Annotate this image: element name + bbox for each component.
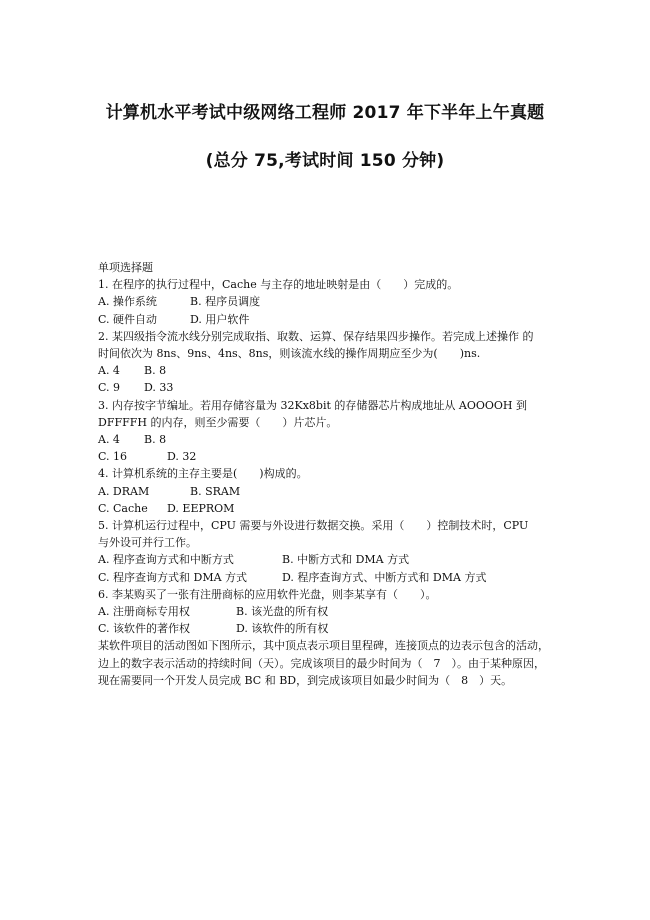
option-c: C. Cache [98, 501, 148, 515]
question-2-options-cd [98, 379, 554, 396]
option-d: D. 33 [144, 381, 174, 395]
page-subtitle: (总分 75,考试时间 150 分钟) [205, 151, 445, 171]
question-7-line-3: 现在需要同一个开发人员完成 BC 和 BD，到完成该项目如最少时间为（ 8 ）天。 [98, 673, 513, 687]
option-a: A. DRAM [98, 484, 150, 498]
question-3-options-ab [98, 431, 554, 448]
question-7-line-2: 边上的数字表示活动的持续时间（天）。完成该项目的最少时间为（ 7 ）。由于某种原因， [98, 656, 545, 670]
question-4-options-cd [98, 500, 554, 517]
option-c: C. 程序查询方式和 DMA 方式 [98, 570, 248, 584]
option-c: C. 16 [98, 450, 128, 464]
option-d: D. 该软件的所有权 [236, 622, 329, 636]
question-5-options-cd [98, 569, 554, 586]
question-4-stem: 4. 计算机系统的主存主要是( )构成的。 [98, 467, 308, 481]
question-1-options-cd [98, 311, 554, 328]
option-d: D. EEPROM [167, 501, 235, 515]
option-d: D. 用户软件 [190, 312, 250, 326]
section-heading: 单项选择题 [98, 261, 153, 274]
option-b: B. 8 [144, 433, 167, 447]
question-list [98, 259, 554, 689]
option-a: A. 注册商标专用权 [98, 605, 190, 619]
question-2-options-ab [98, 362, 554, 379]
option-c: C. 硬件自动 [98, 312, 158, 326]
page-title: 计算机水平考试中级网络工程师 2017 年下半年上午真题 [105, 103, 545, 123]
option-b: B. 8 [144, 364, 167, 378]
question-3-stem-line-2: DFFFFH 的内存，则至少需要（ ）片芯片。 [98, 415, 338, 429]
question-5-options-ab [98, 551, 554, 568]
option-a: A. 4 [98, 433, 120, 447]
option-a: A. 程序查询方式和中断方式 [98, 553, 234, 567]
option-c: C. 该软件的著作权 [98, 622, 191, 636]
question-6-options-cd [98, 620, 554, 637]
question-6-options-ab [98, 603, 554, 620]
question-2-stem-line-1: 2. 某四级指令流水线分别完成取指、取数、运算、保存结果四步操作。若完成上述操作 的 [98, 329, 534, 343]
option-d: D. 程序查询方式、中断方式和 DMA 方式 [282, 570, 487, 584]
question-5-stem-line-1: 5. 计算机运行过程中，CPU 需要与外设进行数据交换。采用（ ）控制技术时，CPU [98, 519, 529, 533]
question-6-stem: 6. 李某购买了一张有注册商标的应用软件光盘，则李某享有（ ）。 [98, 587, 437, 601]
question-3-stem-line-1: 3. 内存按字节编址。若用存储容量为 32Kx8bit 的存储器芯片构成地址从 AOOOOH 到 [98, 398, 527, 412]
option-b: B. 中断方式和 DMA 方式 [282, 553, 410, 567]
option-d: D. 32 [167, 450, 197, 464]
option-a: A. 4 [98, 364, 120, 378]
option-b: B. 该光盘的所有权 [236, 605, 329, 619]
option-b: B. SRAM [190, 484, 241, 498]
option-b: B. 程序员调度 [190, 295, 261, 309]
question-5-stem-line-2: 与外设可并行工作。 [98, 536, 197, 550]
question-7-line-1: 某软件项目的活动图如下图所示，其中顶点表示项目里程碑，连接顶点的边表示包含的活动， [98, 639, 549, 653]
option-a: A. 操作系统 [98, 295, 157, 309]
question-1-stem: 1. 在程序的执行过程中，Cache 与主存的地址映射是由（ ）完成的。 [98, 278, 459, 292]
question-3-options-cd [98, 448, 554, 465]
option-c: C. 9 [98, 381, 121, 395]
question-1-options-ab [98, 293, 554, 310]
question-2-stem-line-2: 时间依次为 8ns、9ns、4ns、8ns，则该流水线的操作周期应至少为( )ns. [98, 347, 481, 361]
question-4-options-ab [98, 483, 554, 500]
